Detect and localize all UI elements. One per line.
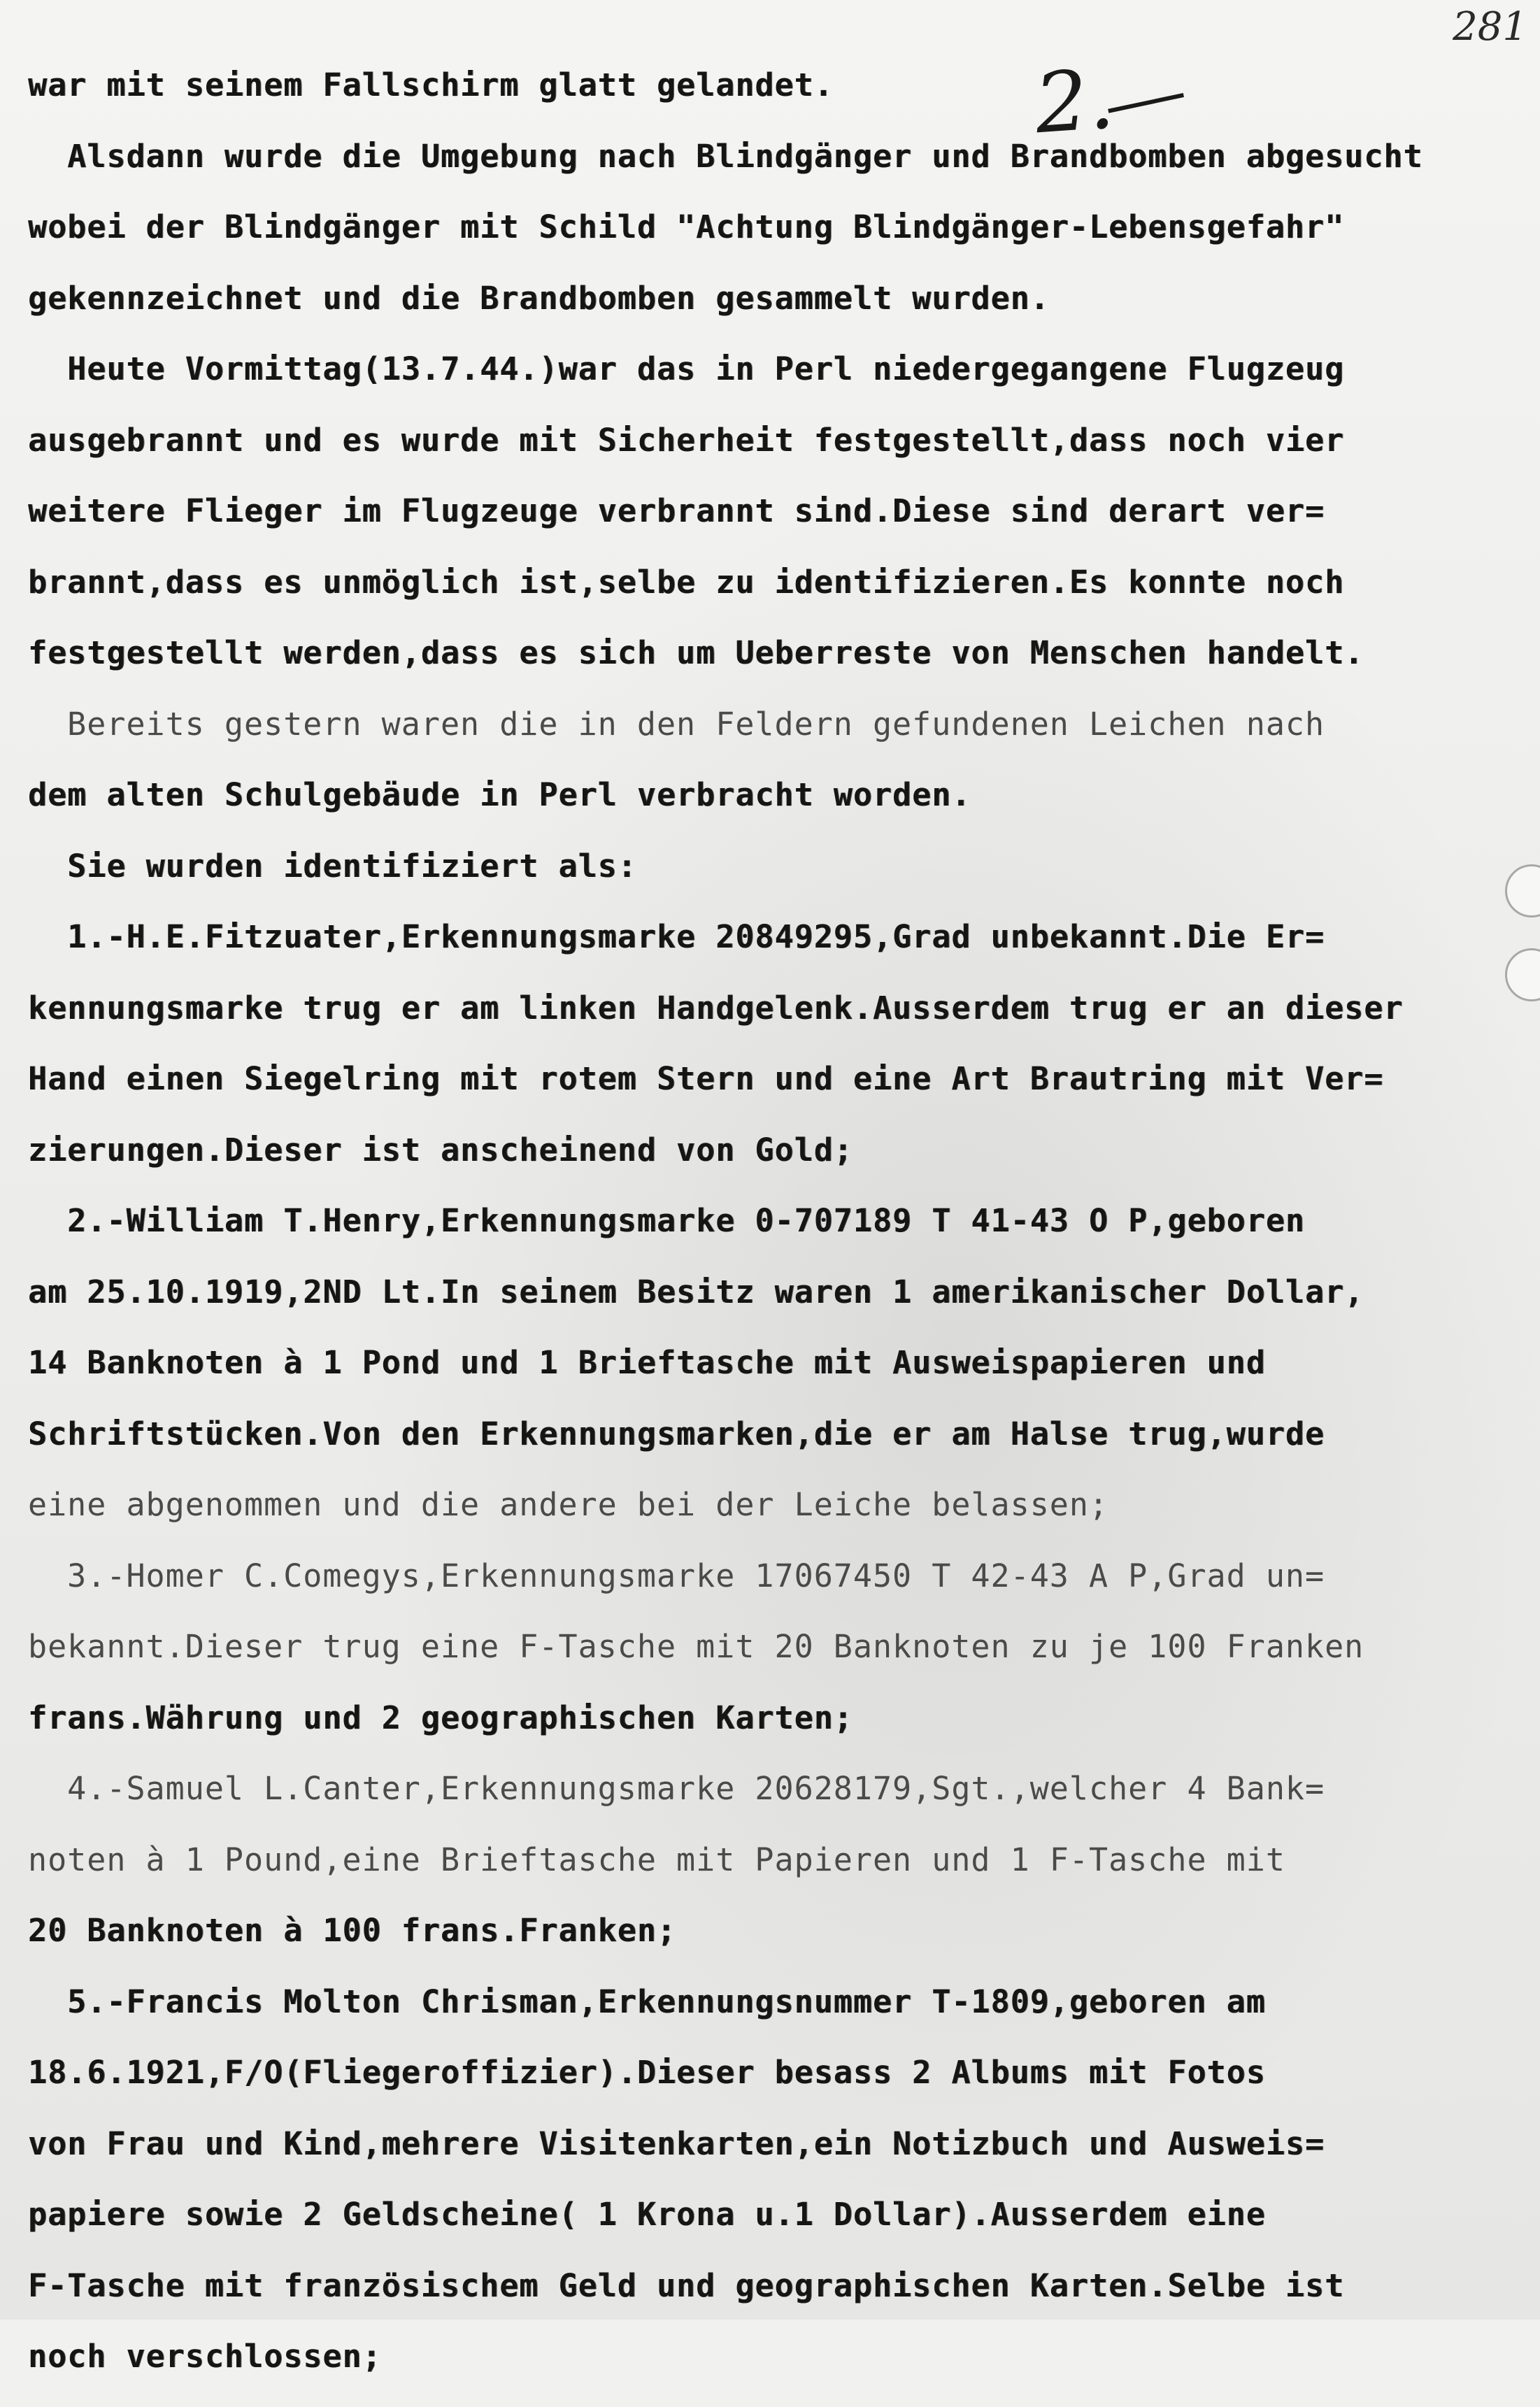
text-line: Hand einen Siegelring mit rotem Stern und eine Art Brautring mit Ver=	[28, 1060, 1384, 1097]
archive-page-number: 281	[1453, 4, 1527, 50]
text-line: brannt,dass es unmöglich ist,selbe zu identifizieren.Es konnte noch	[28, 563, 1345, 601]
text-line: 14 Banknoten à 1 Pond und 1 Brieftasche mit Ausweispapieren und	[28, 1344, 1266, 1381]
text-line: 5.-Francis Molton Chrisman,Erkennungsnummer T-1809,geboren am	[28, 1983, 1266, 2020]
text-line: 3.-Homer C.Comegys,Erkennungsmarke 17067450 T 42-43 A P,Grad un=	[28, 1557, 1325, 1594]
text-line: Heute Vormittag(13.7.44.)war das in Perl niedergegangene Flugzeug	[28, 350, 1345, 387]
text-line: noch verschlossen;	[28, 2338, 382, 2375]
text-line: 18.6.1921,F/O(Fliegeroffizier).Dieser besass 2 Albums mit Fotos	[28, 2054, 1266, 2091]
text-line: eine abgenommen und die andere bei der Leiche belassen;	[28, 1486, 1109, 1523]
text-line: wobei der Blindgänger mit Schild "Achtung Blindgänger-Lebensgefahr"	[28, 208, 1345, 245]
punch-hole	[1505, 948, 1540, 1001]
text-line: 1.-H.E.Fitzuater,Erkennungsmarke 20849295,Grad unbekannt.Die Er=	[28, 918, 1325, 955]
text-line: noten à 1 Pound,eine Brieftasche mit Papieren und 1 F-Tasche mit	[28, 1841, 1285, 1878]
text-line: dem alten Schulgebäude in Perl verbracht worden.	[28, 776, 971, 813]
typed-text-body	[28, 64, 1504, 2407]
text-line: 2.-William T.Henry,Erkennungsmarke 0-707189 T 41-43 O P,geboren	[28, 1202, 1305, 1239]
text-line: papiere sowie 2 Geldscheine( 1 Krona u.1 Dollar).Ausserdem eine	[28, 2196, 1266, 2233]
text-line: 4.-Samuel L.Canter,Erkennungsmarke 20628179,Sgt.,welcher 4 Bank=	[28, 1770, 1325, 1807]
text-line: Sie wurden identifiziert als:	[28, 847, 637, 885]
text-line: ausgebrannt und es wurde mit Sicherheit festgestellt,dass noch vier	[28, 421, 1345, 459]
text-line: zierungen.Dieser ist anscheinend von Gold;	[28, 1131, 853, 1169]
text-line: festgestellt werden,dass es sich um Ueberreste von Menschen handelt.	[28, 634, 1364, 671]
text-line: frans.Währung und 2 geographischen Karten;	[28, 1699, 853, 1736]
handwritten-page-mark-text: 2.	[1032, 50, 1118, 152]
text-line: am 25.10.1919,2ND Lt.In seinem Besitz waren 1 amerikanischer Dollar,	[28, 1273, 1364, 1310]
text-line: Alsdann wurde die Umgebung nach Blindgänger und Brandbomben abgesucht	[28, 137, 1423, 175]
text-line: Schriftstücken.Von den Erkennungsmarken,die er am Halse trug,wurde	[28, 1415, 1325, 1452]
text-line: bekannt.Dieser trug eine F-Tasche mit 20 Banknoten zu je 100 Franken	[28, 1628, 1364, 1665]
text-line: war mit seinem Fallschirm glatt gelandet.	[28, 66, 834, 103]
text-line: weitere Flieger im Flugzeuge verbrannt sind.Diese sind derart ver=	[28, 492, 1325, 529]
punch-hole	[1505, 864, 1540, 917]
text-line: von Frau und Kind,mehrere Visitenkarten,ein Notizbuch und Ausweis=	[28, 2124, 1325, 2162]
text-line: kennungsmarke trug er am linken Handgelenk.Ausserdem trug er an dieser	[28, 989, 1404, 1027]
text-line: F-Tasche mit französischem Geld und geographischen Karten.Selbe ist	[28, 2266, 1345, 2304]
text-line: Bereits gestern waren die in den Feldern gefundenen Leichen nach	[28, 705, 1325, 743]
text-line: gekennzeichnet und die Brandbomben gesammelt wurden.	[28, 279, 1050, 317]
text-line: 20 Banknoten à 100 frans.Franken;	[28, 1912, 677, 1949]
